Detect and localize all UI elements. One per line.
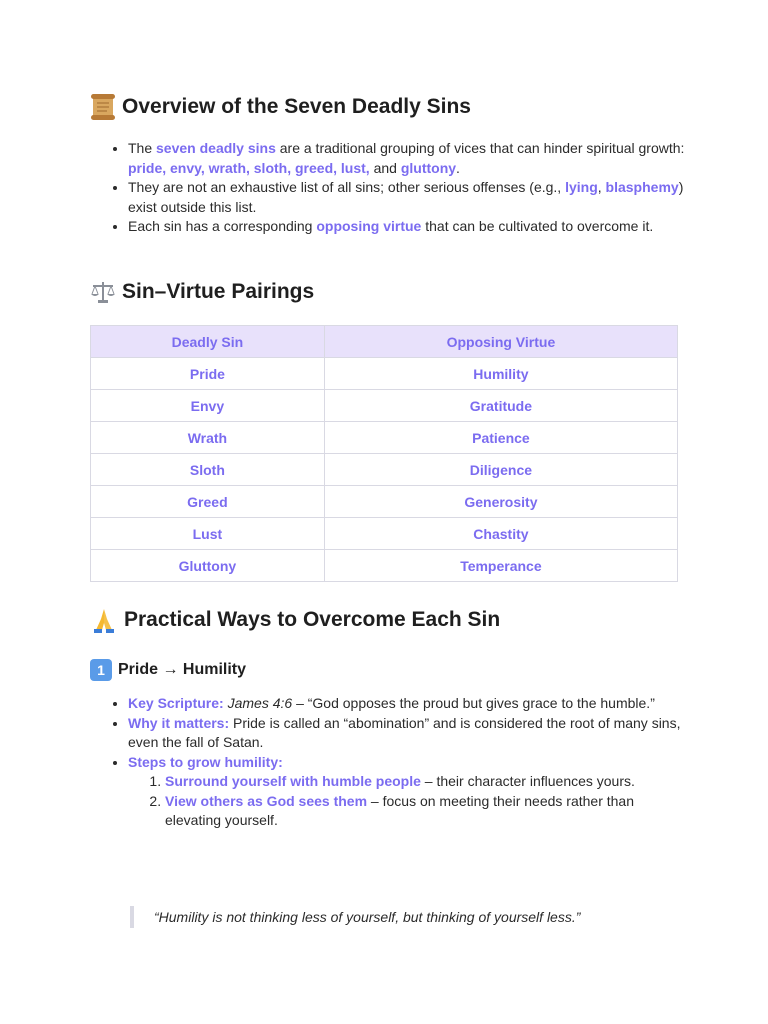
list-item [128, 217, 688, 237]
scripture-text: – “God opposes the proud but gives grace to the humble.” [292, 695, 655, 711]
table-row [91, 518, 678, 550]
keycap-number: 1 [97, 662, 105, 678]
pride-humility-heading [90, 659, 246, 681]
sin-cell: Greed [91, 486, 325, 518]
practical-title: Practical Ways to Overcome Each Sin [124, 608, 501, 631]
steps-list [128, 772, 688, 831]
virtue-cell: Diligence [324, 454, 677, 486]
highlight-term: pride, envy, wrath, sloth, greed, lust, [128, 159, 370, 176]
step-label: Surround yourself with humble people [165, 773, 421, 789]
pairings-table [90, 325, 678, 582]
step-label: View others as God sees them [165, 792, 368, 809]
text: . [456, 159, 460, 176]
sin-cell: Pride [91, 358, 325, 390]
list-item [128, 753, 688, 831]
why-text: Pride is called an “abomination” and is considered the root of many sins, even the fall of Satan. [128, 714, 681, 750]
text: ) exist outside this list. [128, 179, 684, 215]
text: They are not an exhaustive list of all sins; other serious offenses (e.g., [128, 179, 566, 195]
scripture-label: Key Scripture: [128, 695, 224, 711]
text: are a traditional grouping of vices that can hinder spiritual growth: [275, 140, 685, 156]
virtue-cell: Temperance [324, 550, 677, 582]
table-row [91, 422, 678, 454]
scroll-icon [90, 93, 116, 121]
text: The [128, 140, 157, 156]
step-item [165, 772, 688, 792]
highlight-term: blasphemy [605, 179, 679, 195]
highlight-term: seven deadly sins [156, 140, 276, 156]
table-header-row [91, 326, 678, 358]
virtue-cell: Humility [324, 358, 677, 390]
sin-cell: Lust [91, 518, 325, 550]
highlight-term: opposing virtue [316, 218, 422, 234]
pairings-table-wrapper [90, 325, 678, 582]
overview-heading [90, 93, 471, 121]
steps-label: Steps to grow humility: [128, 753, 283, 770]
practical-heading [90, 606, 500, 634]
list-item [128, 714, 688, 753]
virtue-cell: Generosity [324, 486, 677, 518]
column-header-sin: Deadly Sin [91, 326, 325, 358]
text: , [597, 179, 606, 195]
overview-list [91, 139, 688, 237]
text: Each sin has a corresponding [128, 218, 317, 234]
list-item [128, 139, 688, 178]
pairings-title: Sin–Virtue Pairings [122, 280, 315, 303]
virtue-cell: Gratitude [324, 390, 677, 422]
table-row [91, 486, 678, 518]
pride-humility-title: Pride → Humility [118, 661, 247, 678]
step-text: – focus on meeting their needs rather than elevating yourself. [165, 792, 634, 828]
keycap-1-icon [90, 659, 112, 681]
overview-title: Overview of the Seven Deadly Sins [122, 95, 471, 118]
table-row [91, 454, 678, 486]
highlight-term: gluttony [400, 159, 457, 176]
column-header-virtue: Opposing Virtue [324, 326, 677, 358]
virtue-cell: Patience [324, 422, 677, 454]
balance-scale-icon [90, 279, 116, 305]
sin-cell: Envy [91, 390, 325, 422]
table-row [91, 390, 678, 422]
step-text: – their character influences yours. [420, 773, 635, 789]
list-item [128, 694, 688, 714]
pairings-heading [90, 279, 314, 305]
pride-humility-list [91, 694, 688, 831]
humility-quote: “Humility is not thinking less of yourself, but thinking of yourself less.” [130, 906, 714, 928]
table-row [91, 358, 678, 390]
highlight-term: lying [565, 179, 598, 195]
sin-cell: Wrath [91, 422, 325, 454]
scripture-reference: James 4:6 [227, 695, 293, 711]
why-label: Why it matters: [128, 714, 230, 731]
text: and [369, 159, 401, 176]
folded-hands-icon [90, 606, 118, 634]
sin-cell: Sloth [91, 454, 325, 486]
step-item [165, 792, 688, 831]
table-row [91, 550, 678, 582]
virtue-cell: Chastity [324, 518, 677, 550]
text: that can be cultivated to overcome it. [421, 218, 654, 234]
sin-cell: Gluttony [91, 550, 325, 582]
list-item [128, 178, 688, 217]
